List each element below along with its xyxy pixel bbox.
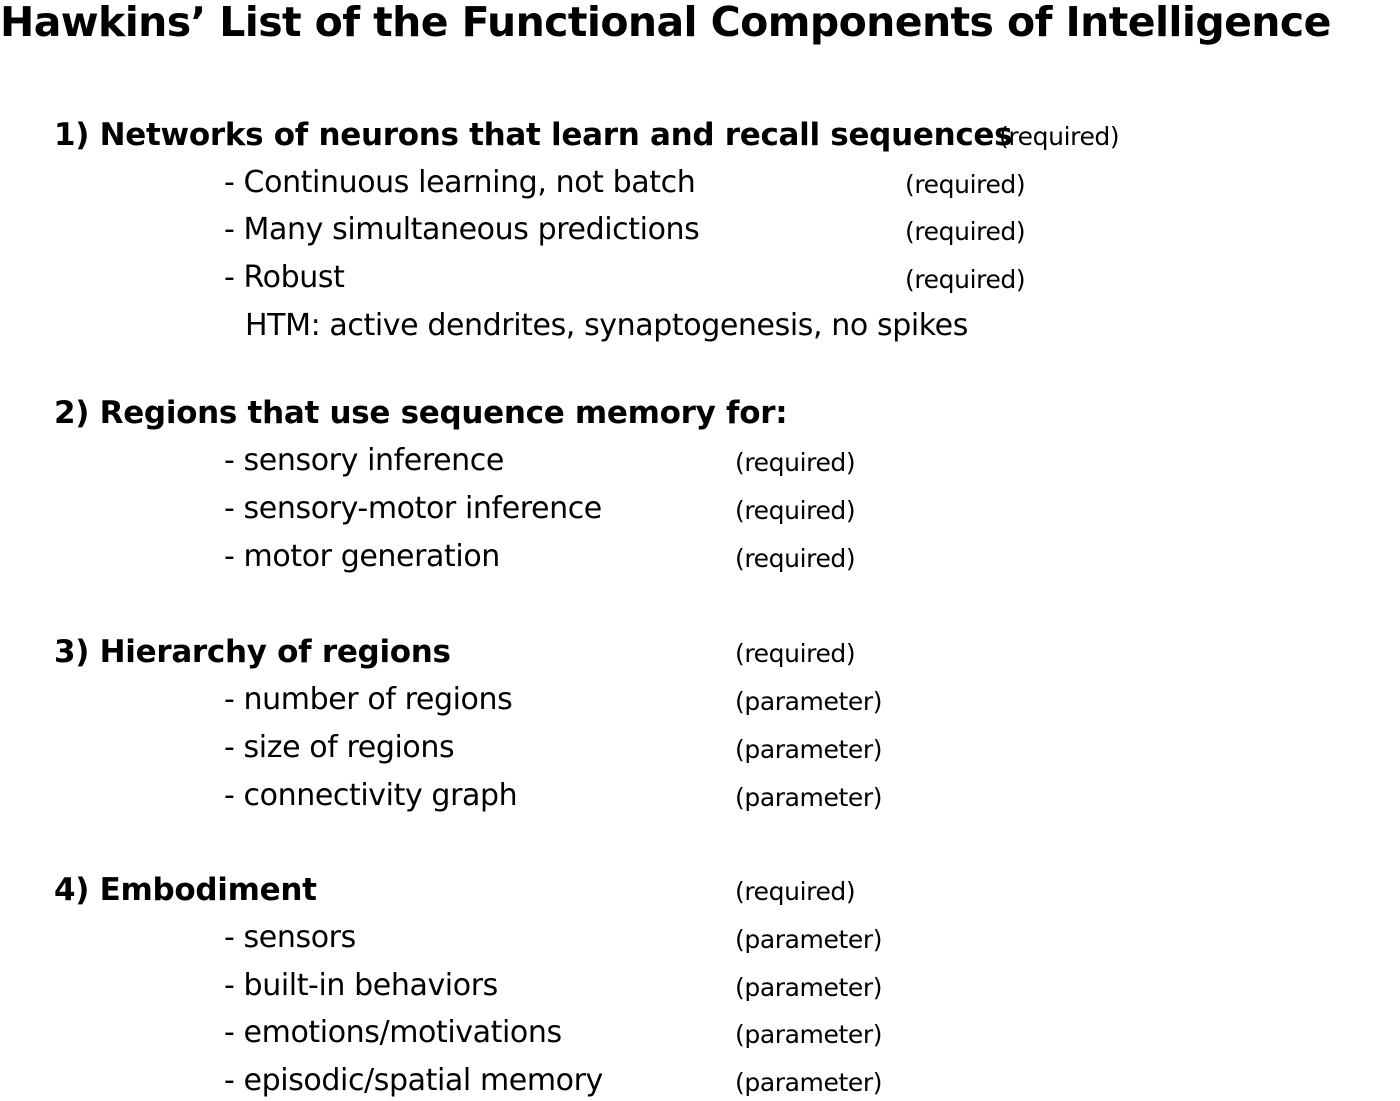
list-item: - sensory-motor inference bbox=[224, 491, 602, 526]
list-item-tag: (required) bbox=[905, 217, 1026, 246]
list-item: - episodic/spatial memory bbox=[224, 1063, 603, 1098]
section-4-heading: 4) Embodiment bbox=[54, 872, 317, 908]
section-3-heading: 3) Hierarchy of regions bbox=[54, 634, 451, 670]
page-title: Hawkins’ List of the Functional Components of Intelligence bbox=[0, 0, 1331, 46]
list-item-tag: (parameter) bbox=[735, 783, 883, 812]
list-item: - size of regions bbox=[224, 730, 455, 765]
list-item: - number of regions bbox=[224, 682, 513, 717]
list-item: - motor generation bbox=[224, 539, 500, 574]
section-3-tag: (required) bbox=[735, 639, 856, 668]
section-1-heading: 1) Networks of neurons that learn and recall sequences bbox=[54, 117, 1013, 153]
list-item: - emotions/motivations bbox=[224, 1015, 562, 1050]
list-item-tag: (required) bbox=[905, 170, 1026, 199]
list-item-tag: (parameter) bbox=[735, 735, 883, 764]
section-4-tag: (required) bbox=[735, 877, 856, 906]
list-item-tag: (required) bbox=[735, 448, 856, 477]
list-item-tag: (parameter) bbox=[735, 1020, 883, 1049]
list-item: - sensors bbox=[224, 920, 356, 955]
list-item: - Many simultaneous predictions bbox=[224, 212, 700, 247]
section-1-note: HTM: active dendrites, synaptogenesis, no spikes bbox=[245, 308, 968, 343]
list-item-tag: (parameter) bbox=[735, 687, 883, 716]
list-item: - connectivity graph bbox=[224, 778, 518, 813]
list-item-tag: (required) bbox=[905, 265, 1026, 294]
section-2-heading: 2) Regions that use sequence memory for: bbox=[54, 395, 788, 431]
list-item: - Robust bbox=[224, 260, 345, 295]
list-item: - built-in behaviors bbox=[224, 968, 498, 1003]
list-item: - sensory inference bbox=[224, 443, 504, 478]
list-item-tag: (required) bbox=[735, 544, 856, 573]
section-1-tag: (required) bbox=[999, 122, 1120, 151]
list-item-tag: (parameter) bbox=[735, 973, 883, 1002]
list-item-tag: (parameter) bbox=[735, 925, 883, 954]
list-item: - Continuous learning, not batch bbox=[224, 165, 696, 200]
list-item-tag: (parameter) bbox=[735, 1068, 883, 1097]
list-item-tag: (required) bbox=[735, 496, 856, 525]
